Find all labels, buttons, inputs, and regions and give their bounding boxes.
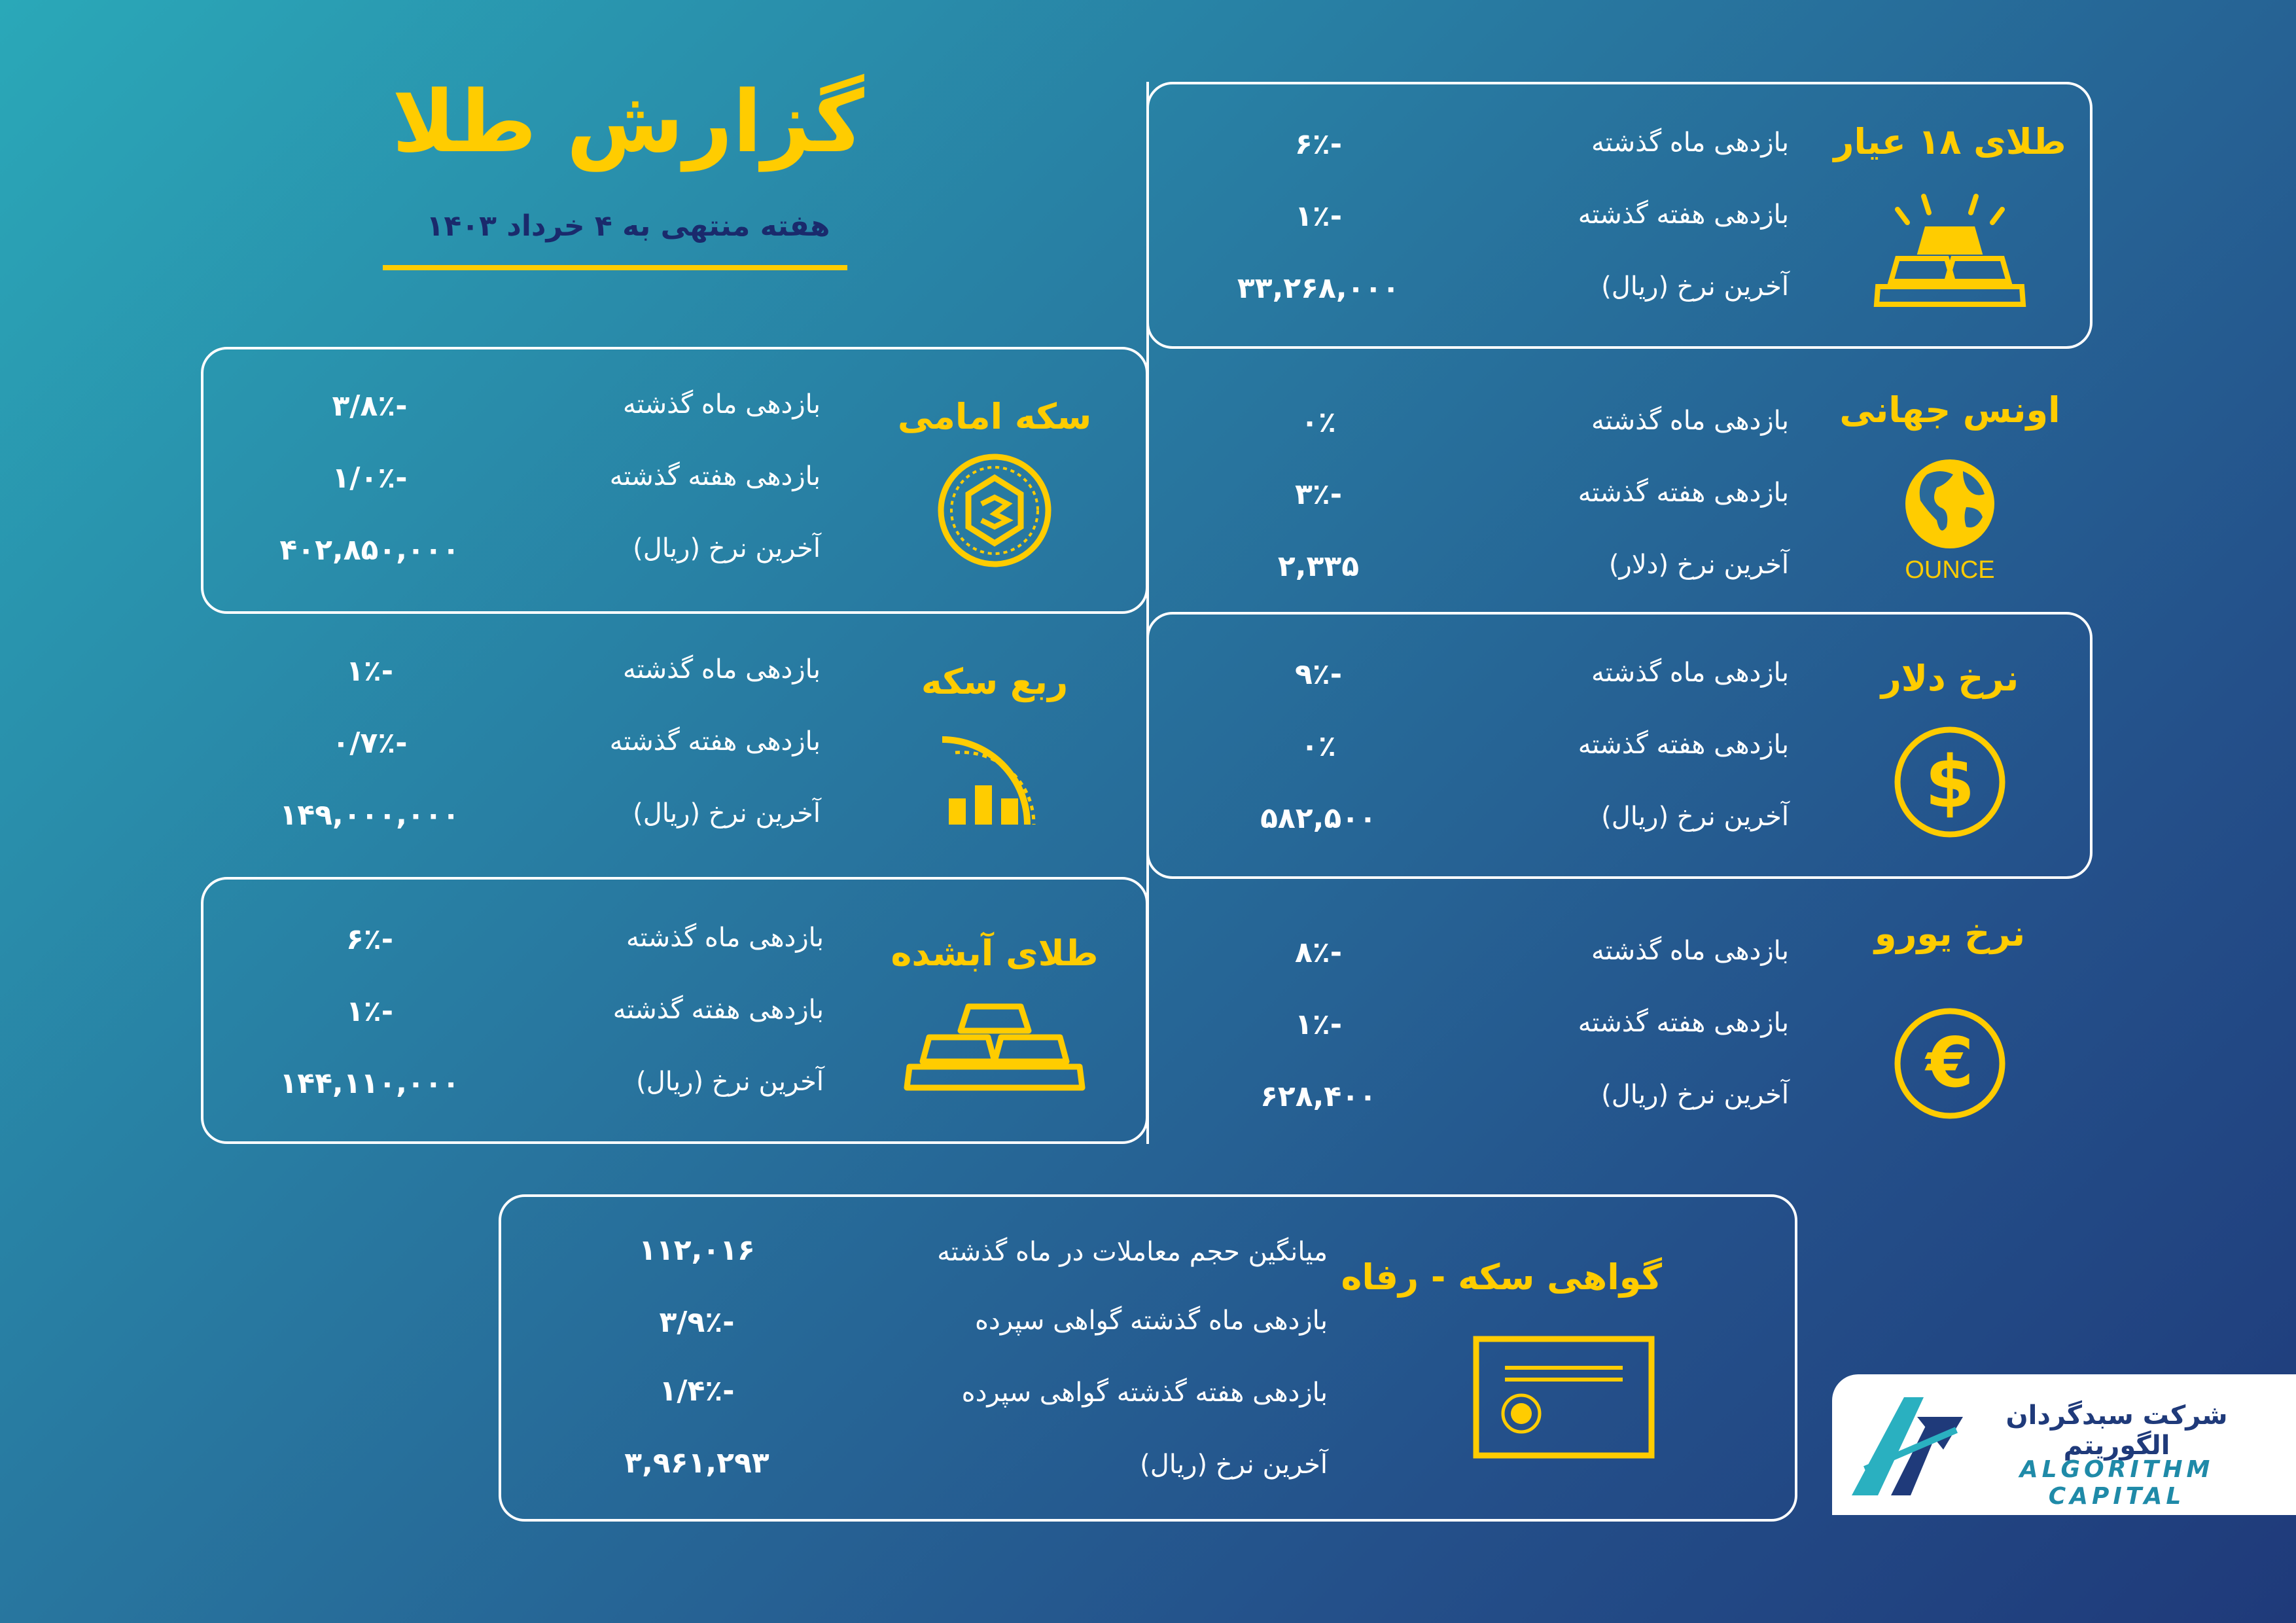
company-logo	[1832, 1374, 2296, 1515]
gold18-month-value: -۶٪	[1295, 128, 1342, 161]
quarter-week-label: بازدهی هفته گذشته	[609, 726, 821, 757]
certificate-week-label: بازدهی هفته گذشته گواهی سپرده	[961, 1378, 1328, 1408]
euro-week-value: -۱٪	[1295, 1008, 1342, 1041]
dollar-week-label: بازدهی هفته گذشته	[1578, 730, 1789, 760]
logo-name-en: ALGORITHM CAPITAL	[2019, 1456, 2214, 1510]
ounce-last-value: ۲,۳۳۵	[1277, 550, 1360, 583]
emami-week-label: بازدهی هفته گذشته	[609, 461, 821, 491]
algorithm-logo-icon	[1845, 1391, 1969, 1502]
ounce-icon-text: OUNCE	[1905, 556, 1995, 584]
certificate-avg-label: میانگین حجم معاملات در ماه گذشته	[937, 1237, 1328, 1267]
ounce-month-value: ۰٪	[1301, 406, 1336, 439]
quarter-week-value: -۰/۷٪	[332, 726, 408, 760]
melted-last-value: ۱۴۴,۱۱۰,۰۰۰	[279, 1067, 460, 1100]
certificate-last-value: ۳,۹۶۱,۲۹۳	[624, 1446, 769, 1480]
gold18-title: طلای ۱۸ عیار	[1833, 121, 2066, 162]
certificate-icon	[1472, 1335, 1655, 1459]
euro-last-value: ۶۲۸,۴۰۰	[1260, 1080, 1377, 1113]
certificate-avg-value: ۱۱۲,۰۱۶	[639, 1234, 755, 1267]
dollar-month-label: بازدهی ماه گذشته	[1591, 658, 1789, 688]
certificate-week-value: -۱/۴٪	[659, 1374, 735, 1408]
quarter-coin-icon	[936, 726, 1053, 831]
page-title: گزارش طلا	[392, 72, 864, 171]
melted-last-label: آخرین نرخ (ریال)	[636, 1067, 824, 1097]
certificate-month-label: بازدهی ماه گذشته گواهی سپرده	[974, 1306, 1328, 1336]
svg-text:€: €	[1926, 1023, 1974, 1103]
euro-title: نرخ یورو	[1874, 913, 2026, 954]
ounce-title: اونس جهانی	[1839, 389, 2060, 431]
quarter-month-label: بازدهی ماه گذشته	[623, 654, 821, 685]
ounce-week-label: بازدهی هفته گذشته	[1578, 478, 1789, 508]
svg-text:$: $	[1924, 740, 1975, 824]
title-underline	[383, 265, 847, 270]
certificate-title: گواهی سکه - رفاه	[1341, 1257, 1662, 1298]
logo-name-fa: شرکت سبدگردان الگوریتم	[2005, 1400, 2228, 1461]
page-subtitle: هفته منتهی به ۴ خرداد ۱۴۰۳	[426, 209, 830, 243]
vertical-divider	[1146, 82, 1149, 1144]
gold18-week-label: بازدهی هفته گذشته	[1578, 200, 1789, 230]
gold18-month-label: بازدهی ماه گذشته	[1591, 128, 1789, 158]
dollar-title: نرخ دلار	[1881, 658, 2019, 699]
quarter-title: ربع سکه	[921, 661, 1069, 702]
dollar-icon	[1891, 723, 2009, 841]
dollar-last-value: ۵۸۲,۵۰۰	[1260, 802, 1377, 835]
quarter-month-value: -۱٪	[346, 654, 393, 688]
dollar-month-value: -۹٪	[1295, 658, 1342, 691]
emami-last-value: ۴۰۲,۸۵۰,۰۰۰	[279, 533, 460, 567]
gold-bars-icon	[1871, 190, 2028, 308]
melted-month-label: بازدهی ماه گذشته	[626, 923, 824, 953]
quarter-last-label: آخرین نرخ (ریال)	[633, 798, 821, 829]
gold18-last-value: ۳۳,۲۶۸,۰۰۰	[1237, 272, 1400, 305]
emami-last-label: آخرین نرخ (ریال)	[633, 533, 821, 563]
ounce-last-label: آخرین نرخ (دلار)	[1608, 550, 1789, 580]
gold18-week-value: -۱٪	[1295, 200, 1342, 233]
dollar-last-label: آخرین نرخ (ریال)	[1601, 802, 1789, 832]
euro-month-value: -۸٪	[1295, 936, 1342, 969]
globe-icon	[1901, 455, 1999, 553]
ounce-week-value: -۳٪	[1295, 478, 1342, 511]
gold18-last-label: آخرین نرخ (ریال)	[1601, 272, 1789, 302]
dollar-week-value: ۰٪	[1301, 730, 1336, 763]
euro-last-label: آخرین نرخ (ریال)	[1601, 1080, 1789, 1110]
melted-week-label: بازدهی هفته گذشته	[612, 995, 824, 1025]
emami-month-value: -۳/۸٪	[332, 389, 408, 423]
melted-month-value: -۶٪	[346, 923, 393, 956]
certificate-month-value: -۳/۹٪	[659, 1306, 735, 1339]
euro-month-label: بازدهی ماه گذشته	[1591, 936, 1789, 966]
certificate-last-label: آخرین نرخ (ریال)	[1140, 1450, 1328, 1480]
melted-week-value: -۱٪	[346, 995, 393, 1028]
euro-icon	[1891, 1005, 2009, 1122]
coin-icon	[936, 452, 1053, 569]
ounce-month-label: بازدهی ماه گذشته	[1591, 406, 1789, 436]
gold-stack-icon	[903, 1001, 1086, 1093]
emami-month-label: بازدهی ماه گذشته	[623, 389, 821, 419]
quarter-last-value: ۱۴۹,۰۰۰,۰۰۰	[279, 798, 460, 832]
euro-week-label: بازدهی هفته گذشته	[1578, 1008, 1789, 1038]
melted-title: طلای آبشده	[891, 933, 1099, 974]
emami-week-value: -۱/۰٪	[332, 461, 408, 495]
emami-title: سکه امامی	[897, 396, 1092, 437]
